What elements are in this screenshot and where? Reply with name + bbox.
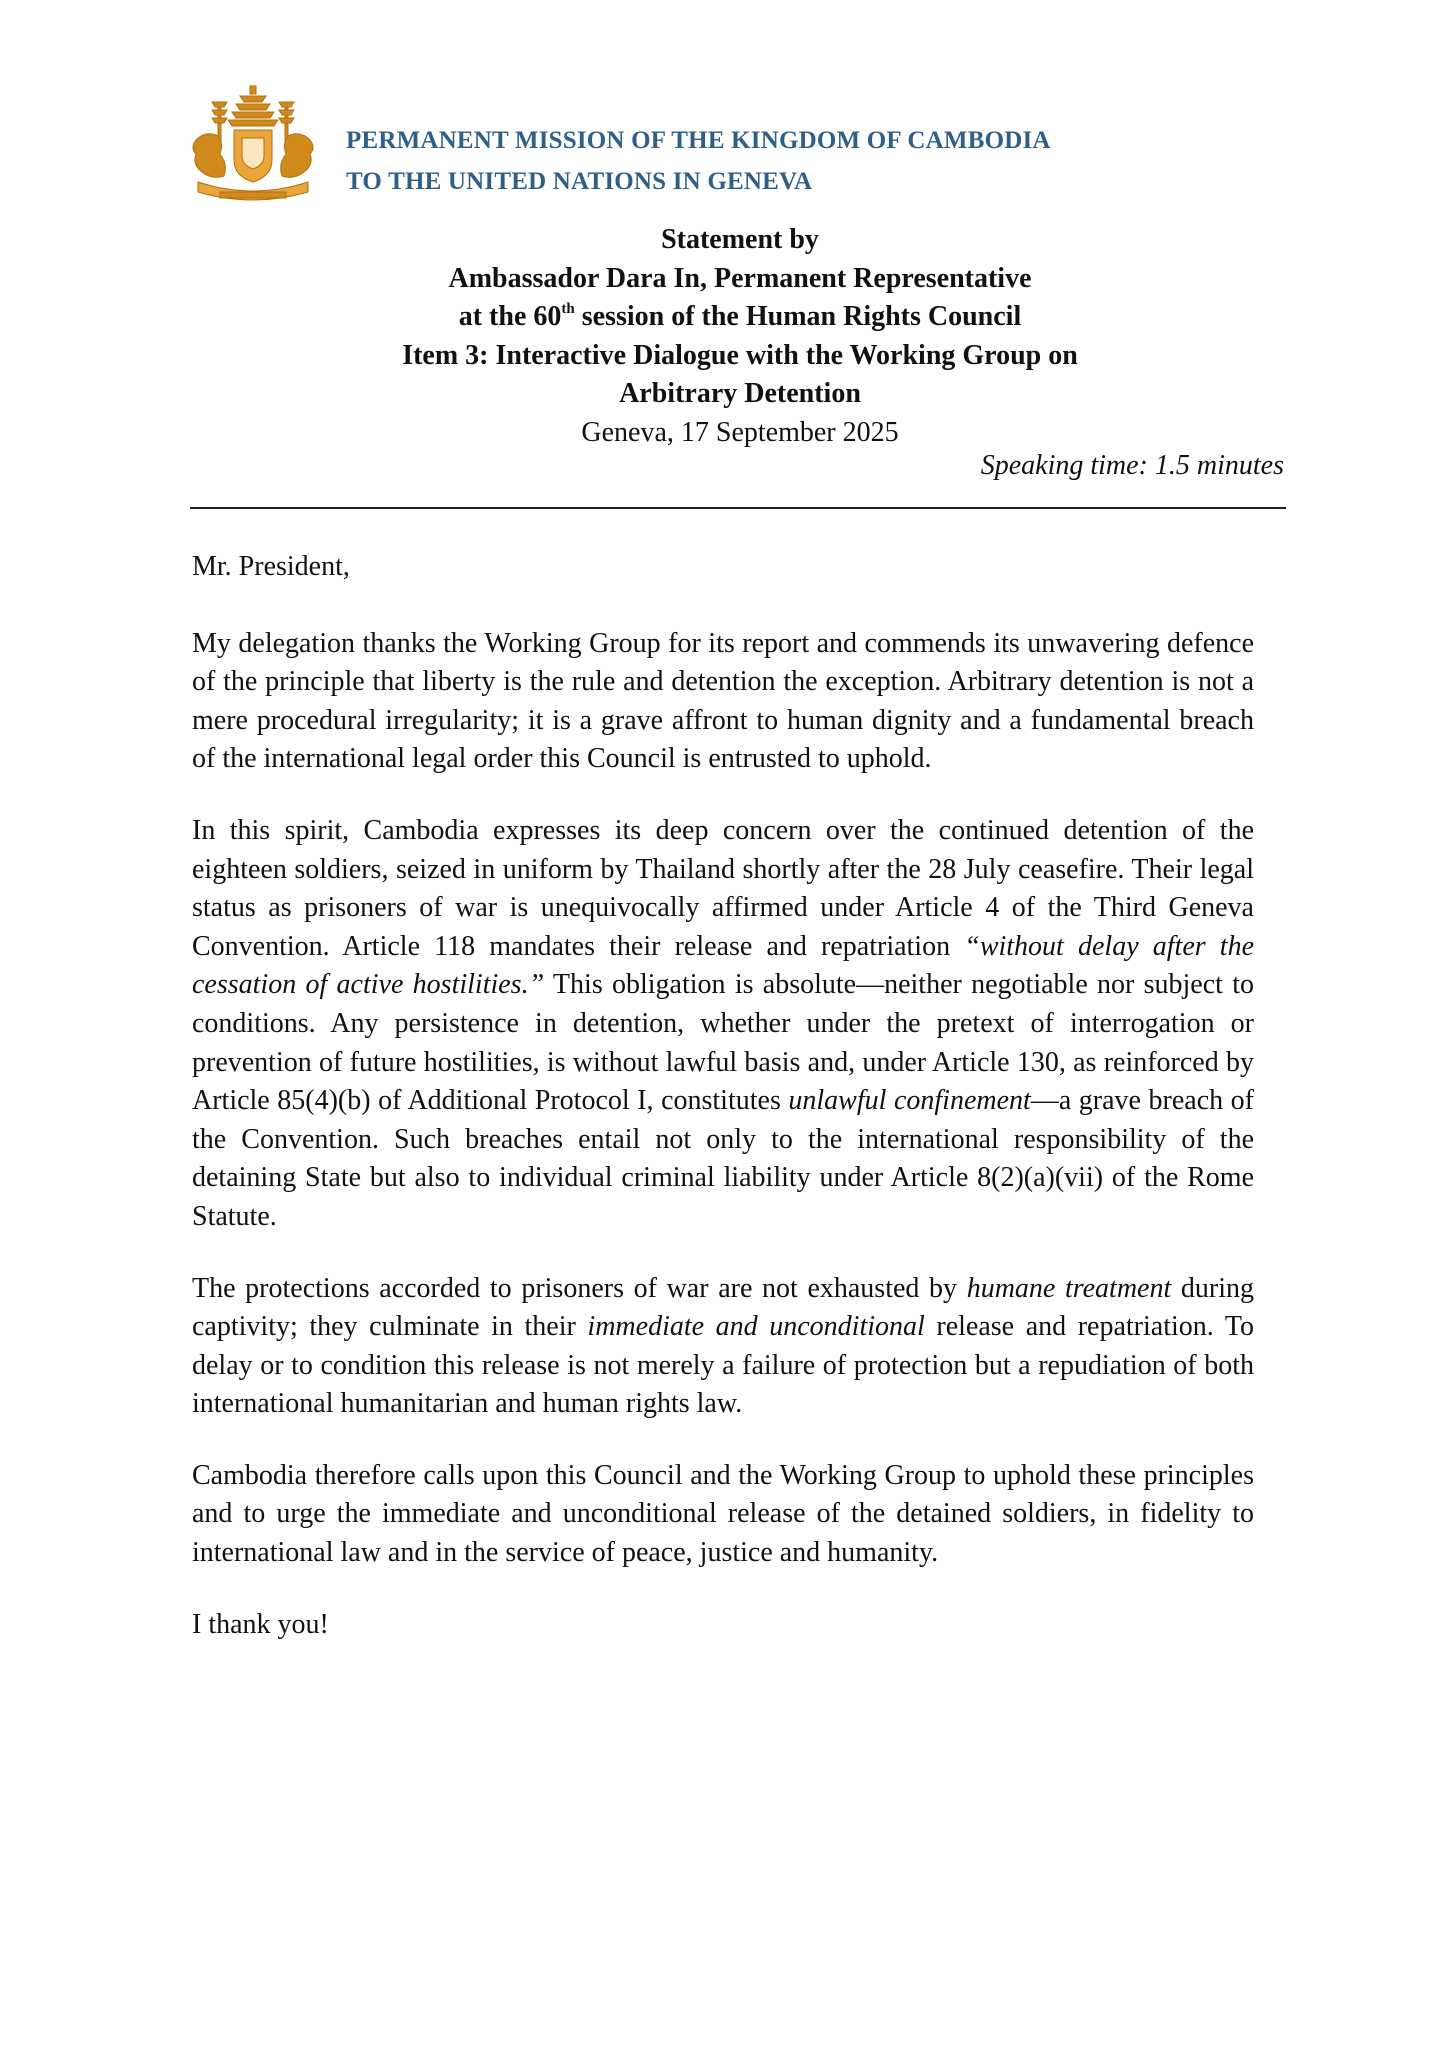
paragraph-2-part-c: —a grave breach of the Convention. Such breaches entail not only to the international responsibility of the detaining State but also to individual criminal liability under Article 8(2)(a)(vii) of the Rome Statute.: [192, 1085, 1254, 1232]
paragraph-2-emphasis: unlawful confinement: [788, 1085, 1031, 1117]
divider-rule: [190, 507, 1286, 509]
speaking-time: Speaking time: 1.5 minutes: [980, 450, 1284, 481]
paragraph-2-part-a: In this spirit, Cambodia expresses its deep concern over the continued detention of the eighteen soldiers, seized in uniform by Thailand shortly after the 28 July ceasefire. Their legal status as prisoners of war is unequivocally affirmed under Article 4 of the Third Geneva Convention. Article 118 mandates their release and repatriation: [192, 814, 1254, 962]
salutation: Mr. President,: [192, 551, 350, 582]
closing: I thank you!: [192, 1608, 329, 1640]
paragraph-2: [192, 812, 1254, 1237]
paragraph-4: Cambodia therefore calls upon this Council and the Working Group to uphold these principles and to urge the immediate and unconditional release of the detained soldiers, in fidelity to international law and in the service of peace, justice and humanity.: [192, 1459, 1254, 1569]
letterhead-line-2: TO THE UNITED NATIONS IN GENEVA: [346, 168, 813, 195]
heading-session: [190, 298, 1290, 337]
letterhead-mission-name: [346, 120, 1246, 202]
paragraph-3-emphasis-1: humane treatment: [966, 1272, 1172, 1304]
paragraph-3-part-a: The protections accorded to prisoners of war are not exhausted by: [192, 1272, 967, 1304]
statement-heading: [190, 221, 1290, 453]
royal-arms-emblem-icon: [190, 84, 316, 202]
heading-item: Item 3: Interactive Dialogue with the Working Group on: [402, 339, 1078, 371]
paragraph-2-part-b: This obligation is absolute—neither negotiable nor subject to conditions. Any persistence in detention, whether under the pretext of interrogation or prevention of future hostilities, is without lawful basis and, under Article 130, as reinforced by Article 85(4)(b) of Additional Protocol I, constitutes: [192, 969, 1255, 1117]
paragraph-3-part-b: during captivity; they culminate in their: [192, 1272, 1254, 1343]
paragraph-3: [192, 1270, 1254, 1424]
paragraph-3-emphasis-2: immediate and unconditional: [587, 1311, 925, 1343]
paragraph-2-quote: “without delay after the cessation of active hostilities.”: [192, 930, 1255, 1001]
heading-session-pre: at the 60: [458, 301, 562, 333]
paragraph-3-part-c: release and repatriation. To delay or to condition this release is not merely a failure of protection but a repudiation of both international humanitarian and human rights law.: [192, 1311, 1254, 1420]
heading-item-cont: Arbitrary Detention: [619, 378, 861, 410]
heading-place-date: Geneva, 17 September 2025: [581, 416, 899, 448]
heading-speaker: Ambassador Dara In, Permanent Representative: [448, 262, 1032, 294]
heading-statement-by: Statement by: [661, 224, 819, 255]
heading-session-ordinal: th: [561, 301, 575, 318]
letterhead-line-1: PERMANENT MISSION OF THE KINGDOM OF CAMBODIA: [346, 127, 1051, 154]
statement-body: [192, 548, 1254, 1677]
paragraph-1: My delegation thanks the Working Group for its report and commends its unwavering defence of the principle that liberty is the rule and detention the exception. Arbitrary detention is not a mere procedural irregularity; it is a grave affront to human dignity and a fundamental breach of the international legal order this Council is entrusted to uphold.: [192, 627, 1254, 775]
heading-session-post: session of the Human Rights Council: [574, 301, 1022, 333]
